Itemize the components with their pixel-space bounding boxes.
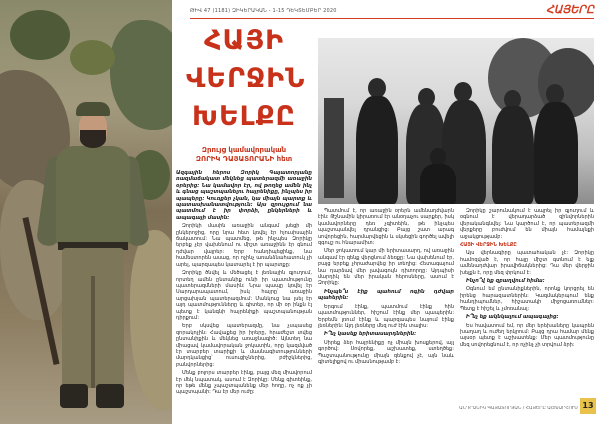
bush-shape [10, 10, 70, 60]
article-column-1 [176, 170, 312, 410]
beard-shape [80, 130, 106, 148]
lead-paragraph: Ազգային հերոս Զորիկ Գայատորյանը ռազմաճակատ մեկնեց պատերազմի առաջին օրերից: Նա կամավոր էր, ով թողեց ամեն ինչ և գնաց պաշտպանելու հայրենիքը, ինչպես իր պապերը: Կուռքեր չկան, կա միայն պարտք և պատասխանատվություն: Այս զրույցում նա պատմում է իր փորձի, ընկերների և ապագայի մասին: [176, 170, 312, 221]
footer-credit: ԱՆԴՐԱՆԻԿ ԳԱՅԱՏՈՐՅԱՆ / ՀԱՅԵՐԸ ԱՇԽԱՐՀՈՒՄ [459, 406, 578, 411]
body-paragraph: Ես հավատում եմ, որ մեր երեխաները կապրեն խաղաղ և ուժեղ երկրում: Բայց դրա համար մենք այսօր պետք է աշխատենք: Մեր պատմությունը մեզ սովորեցնում է, որ ոչինչ չի տրվում ձրի: [460, 322, 594, 348]
subheading: ՀԱՅԻ ՎԵՐՋԻՆ ԽԵԼՔԸ [460, 242, 517, 249]
historical-group-photo [318, 38, 594, 204]
figure-silhouette [534, 102, 578, 204]
bush-shape [70, 40, 115, 75]
body-paragraph: Երբ սկսվեց պատերազմը, նա չսպասեց զորակոչին: Հավաքեց իր իրերը, հրաժեշտ տվեց ընտանիքին և մեկնեց առաջնագիծ: Այնտեղ նա միացավ կամավորական ջոկատին, որը կազմված էր տարբեր տարիքի և մասնագիտությունների մարդկանցից՝ ուսուցիչներից, բժիշկներից, բանվորներից: [176, 323, 312, 368]
boot-shape [60, 384, 88, 408]
body-paragraph: Զորիկը ծնվել և մեծացել է լեռնային գյուղում, որտեղ ամեն ընտանիք ունի իր պատմությունը պատերազմների մասին: Նրա պապը կռվել էր Սարդարապատում, իսկ հայրը՝ առաջին արցախյան պատերազմում: Մանկուց նա լսել էր այդ պատմությունները և գիտեր, որ մի օր ինքն էլ պետք է կանգնի հայրենիքի պաշտպանության դիրքում: [176, 270, 312, 321]
body-paragraph: Այս վերնագիրը պատահական չէ: Զորիկը համոզված է, որ հայը միշտ գտնում է ելք ամենադժվար իրավիճակներից: Դա մեր վերջին խելքն է, որը մեզ փրկում է: [460, 250, 594, 276]
section-tag: ՀԱՅԵՐԸ [545, 4, 594, 16]
issue-line: ԹԻՎ 47 (1181) ԶԻԿԵՐԱԿԱՆ - 1-15 ԴԵԿՏԵՄԲԵՐ 2020 [190, 8, 337, 14]
interview-question: Ի՞նչ կասեք երիտասարդներին: [324, 331, 417, 338]
body-paragraph: Մենք բոլորս տարբեր էինք, բայց մեզ միավորում էր մեկ նպատակ, ասում է Զորիկը: Մենք գիտեինք, որ եթե մենք չպաշտպանենք մեր հողը, ոչ ոք չի պաշտպանի: Դա էր մեր ուժը: [176, 370, 312, 396]
title-line: ԽԵԼՔԸ [192, 101, 296, 132]
figure-silhouette [420, 164, 456, 204]
title-line: ՎԵՐՋԻՆ [186, 63, 306, 94]
page-number-badge: 13 [580, 398, 596, 414]
soldier-portrait-photo [0, 0, 172, 424]
cap-shape [76, 102, 110, 116]
interview-question: Ի՞նչ եք ակնկալում ապագայից: [466, 314, 559, 321]
pole-shape [324, 98, 344, 198]
figure-head [368, 78, 386, 98]
boot-shape [96, 384, 124, 408]
article-column-2 [318, 208, 454, 418]
body-paragraph: Զորիկի մասին առաջին անգամ լսեցի մի ընկերոջից, որը նրա հետ կռվել էր հյուսիսային ճակատում: Նա պատմեց, թե ինչպես Զորիկը երբեք չէր վախենում ու միշտ առաջինն էր գնում դժվար վայրեր: Երբ հանդիպեցինք, նա համեստորեն ասաց, որ ոչինչ առանձնահատուկ չի արել, պարզապես կատարել է իր պարտքը: [176, 223, 312, 268]
interview-question: Ինչո՞վ եք զբաղվում հիմա: [466, 278, 545, 285]
article-title [186, 22, 306, 136]
byline-line: ԶՈՐԻԿ ԴԱՅԱՏՈՐԱՆԻ հետ [195, 155, 293, 163]
figure-silhouette [492, 106, 534, 204]
byline-line: Զրույց կամավորական [201, 146, 287, 154]
figure-silhouette [356, 96, 398, 204]
header-divider [190, 18, 594, 19]
soldier-figure [38, 96, 148, 416]
body-paragraph: Երգում էինք, պատմում էինք հին պատմություններ, հիշում էինք մեր պապերին: Երբեմն լռում էինք և պարզապես նայում էինք լեռներին: Այդ լեռները մեզ ուժ էին տալիս: [318, 303, 454, 329]
body-paragraph: Օգնում եմ ընտանիքներին, որոնք կորցրել են իրենց հարազատներին: Կազմակերպում ենք հանդիպումներ, հիշատակի միջոցառումներ: Պետք է հիշել և չմոռանալ: [460, 286, 594, 312]
article-byline [182, 146, 306, 164]
body-paragraph: Զորիկը շարունակում է ապրել իր գյուղում և օգնում է վերադարձած զինվորներին վերականգնվել: Նա կարծում է, որ պատերազմի վերքերը բուժվում են միայն համայնքի աջակցությամբ: [460, 208, 594, 240]
interview-question: Ինչպե՞ս էիք պահում ոգին դժվար պահերին: [318, 288, 454, 302]
body-paragraph: Պատմում է, որ առաջին օրերն ամենադժվարն էին: Թշնամին կիրառում էր անօդաչու սարքեր, իսկ կամավորները դեռ չգիտեին, թե ինչպես պաշտպանվել դրանցից: Բայց շատ արագ սովորեցին, հարմարվեցին և սկսեցին գործել ավելի զգույշ ու հնարամիտ: [318, 208, 454, 247]
body-paragraph: Մեր ջոկատում կար մի երիտասարդ, ով առաջին անգամ էր զենք վերցնում ձեռքը: Նա վախենում էր, բայց երբեք չհրաժարվեց իր տեղից: Հետագայում նա դարձավ մեր լավագույն դիտորդը: Այդպիսի մարդիկ են մեր իրական հերոսները, ասում է Զորիկը: [318, 248, 454, 287]
figure-head [454, 82, 472, 102]
leg-gap [91, 276, 95, 388]
title-line: ՀԱՅԻ [203, 25, 285, 56]
figure-head [546, 84, 564, 104]
body-paragraph: Սիրեք ձեր հայրենիքը ոչ միայն խոսքերով, այլ գործով: Սովորեք, աշխատեք, ստեղծեք: Պաշտպանությունը միայն զենքով չէ, այն նաև գիտելիքով ու միասնությամբ է: [318, 339, 454, 365]
torso-shape [56, 146, 130, 246]
article-column-3 [460, 208, 594, 384]
